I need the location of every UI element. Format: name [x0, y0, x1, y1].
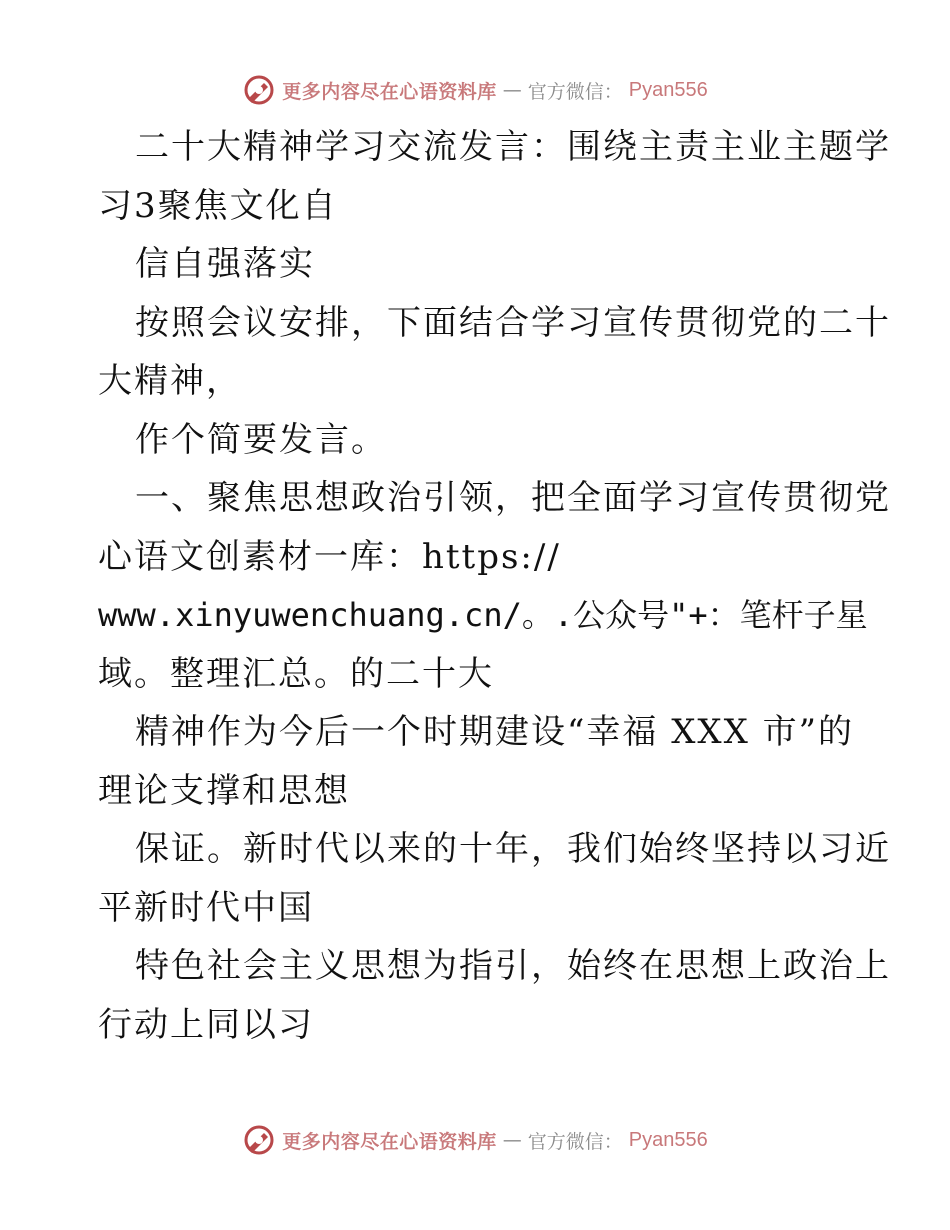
- document-title-line-1: 二十大精神学习交流发言：围绕主责主业主题学: [135, 127, 891, 167]
- paragraph-line: 特色社会主义思想为指引，始终在思想上政治上: [135, 946, 891, 986]
- watermark-wechat-label: 官方微信：: [527, 1130, 623, 1153]
- paragraph-line: 域。整理汇总。的二十大: [98, 653, 494, 694]
- paragraph-line: 作个简要发言。: [135, 419, 387, 460]
- watermark-wechat-id: Pyan556: [628, 78, 708, 101]
- watermark-text: 更多内容尽在心语资料库: [282, 1130, 497, 1153]
- paragraph-line: 大精神，: [98, 361, 242, 401]
- document-body: [98, 118, 891, 1054]
- paragraph-line: 精神作为今后一个时期建设“幸福 XXX 市”的: [135, 712, 854, 752]
- section-heading-line: 一、聚焦思想政治引领，把全面学习宣传贯彻党: [135, 478, 891, 518]
- paragraph-line: 按照会议安排，下面结合学习宣传贯彻党的二十: [135, 302, 891, 343]
- paragraph-url-line: www.xinyuwenchuang.cn/。.公众号"+：笔杆子星: [98, 596, 868, 634]
- brand-logo-icon: [242, 73, 276, 107]
- document-title-line-3: 信自强落实: [135, 244, 315, 284]
- watermark-wechat-id: Pyan556: [628, 1128, 708, 1151]
- paragraph-line: 平新时代中国: [98, 887, 314, 928]
- document-title-line-2: 习3聚焦文化自: [98, 185, 338, 226]
- watermark-dash: —: [502, 79, 522, 101]
- watermark-wechat-label: 官方微信：: [527, 80, 623, 103]
- paragraph-line: 心语文创素材一库：https://: [98, 536, 561, 577]
- paragraph-line: 理论支撑和思想: [98, 770, 350, 811]
- paragraph-line: 保证。新时代以来的十年，我们始终坚持以习近: [135, 829, 891, 869]
- brand-logo-icon: [242, 1123, 276, 1157]
- header-watermark: [0, 70, 950, 110]
- paragraph-line: 行动上同以习: [98, 1004, 314, 1045]
- watermark-dash: —: [502, 1129, 522, 1151]
- footer-watermark: [0, 1120, 950, 1160]
- watermark-text: 更多内容尽在心语资料库: [282, 80, 497, 103]
